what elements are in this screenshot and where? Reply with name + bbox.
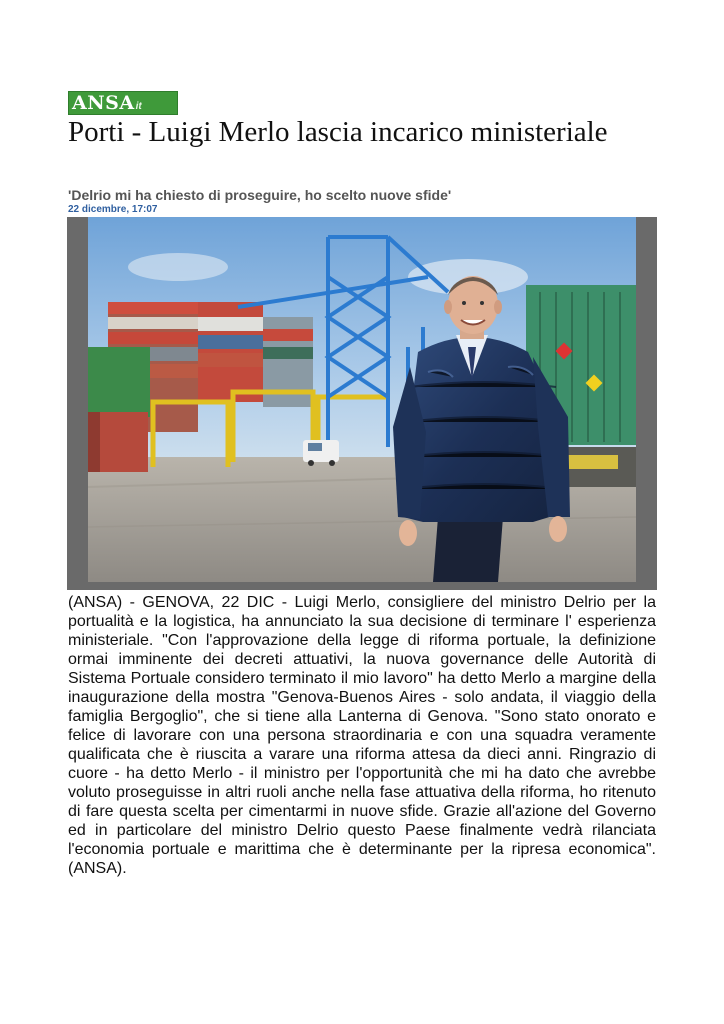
logo-suffix: it <box>135 100 142 112</box>
ansa-logo <box>68 91 178 115</box>
article-headline: Porti - Luigi Merlo lascia incarico ministeriale <box>68 116 608 148</box>
article-subtitle: 'Delrio mi ha chiesto di proseguire, ho scelto nuove sfide' <box>68 187 452 203</box>
article-date: 22 dicembre, 17:07 <box>68 204 158 215</box>
logo-text: ANSA <box>72 91 135 114</box>
article-body: (ANSA) - GENOVA, 22 DIC - Luigi Merlo, consigliere del ministro Delrio per la portualità e la logistica, ha annunciato la sua decisione di terminare l' esperienza ministeriale. "Con l'approvazione della legge di riforma portuale, la definizione ormai imminente dei decreti attuativi, la nuova governance delle Autorità di Sistema Portuale considero terminato il mio lavoro" ha detto Merlo a margine della inaugurazione della mostra "Genova-Buenos Aires - solo andata, il viaggio della famiglia Bergoglio", che si tiene alla Lanterna di Genova. "Sono stato onorato e felice di lavorare con una persona straordinaria e con una squadra veramente qualificata che è riuscita a varare una riforma attesa da dieci anni. Ringrazio di cuore - ha detto Merlo - il ministro per l'opportunità che mi ha dato che avrebbe voluto proseguisse in altri ruoli anche nella fase attuativa della riforma, ho ritenuto di fare questa scelta per cimentarmi in nuove sfide. Grazie all'azione del Governo ed in particolare del ministro Delrio questo Paese finalmente vedrà rilanciata l'economia portuale e marittima che è determinante per la ripresa economica". (ANSA). <box>68 594 656 877</box>
photo-frame <box>67 217 657 590</box>
article-photo <box>88 217 636 582</box>
port-scene-illustration <box>88 217 636 582</box>
